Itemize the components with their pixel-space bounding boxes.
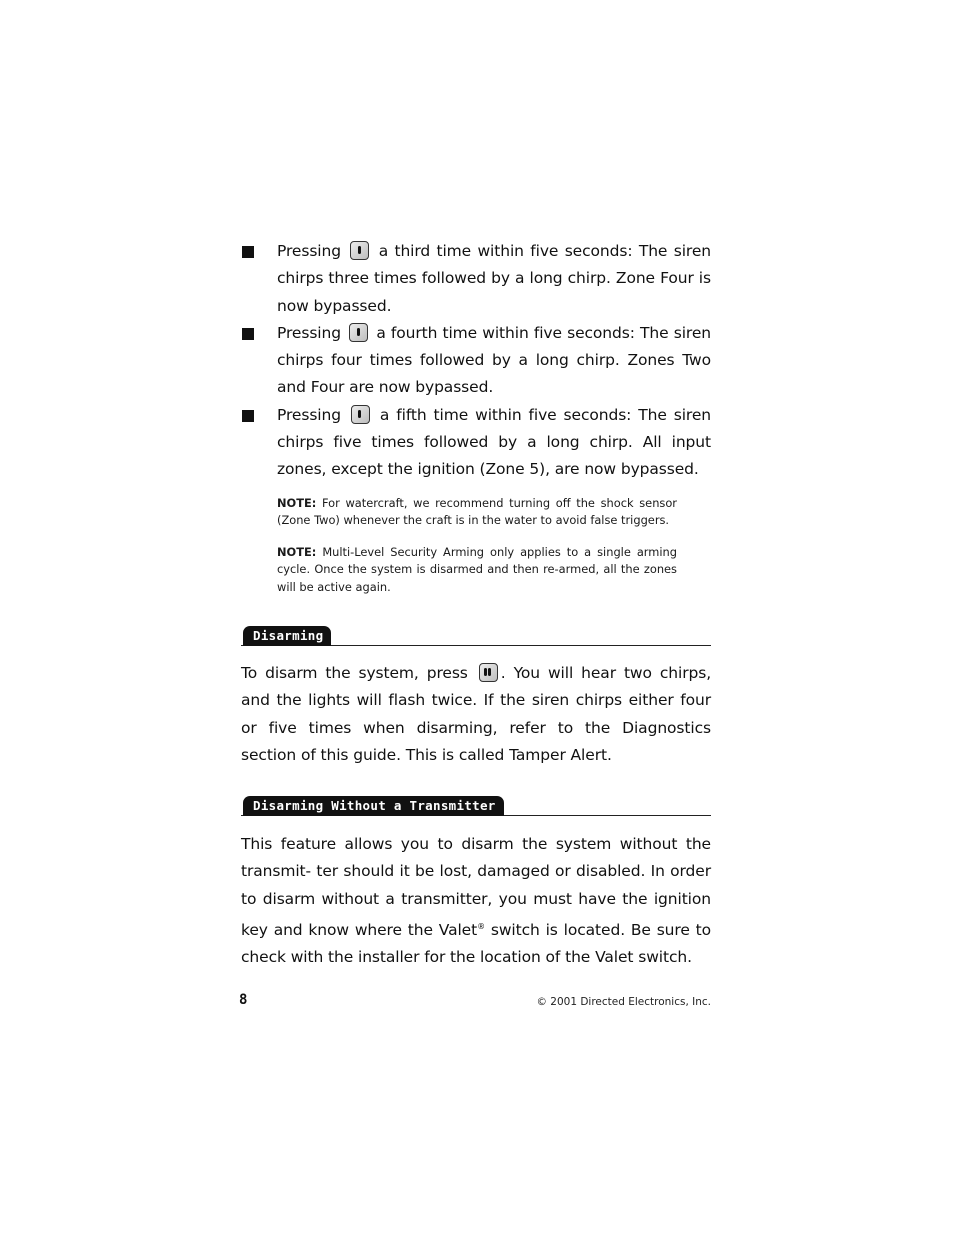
note-text: Multi-Level Security Arming only applies to a single arming cycle. Once the system is disarmed and then re-armed, all the zones will be active again. <box>277 545 677 594</box>
disarming-without-transmitter-paragraph <box>241 831 711 971</box>
button-one-icon <box>349 323 368 342</box>
bullet-pre-text: Pressing <box>277 323 341 342</box>
note-label: NOTE: <box>277 545 317 559</box>
paragraph-text: switch is located. Be sure to check with the installer for the location of the Valet switch. <box>241 920 711 967</box>
note-label: NOTE: <box>277 496 317 510</box>
bullet-post-text: a third time within five seconds: The siren chirps three times followed by a long chirp. Zone Four is now bypassed. <box>277 242 712 315</box>
section-title: Disarming <box>243 626 331 646</box>
bullet-square-icon <box>242 246 254 258</box>
disarming-paragraph <box>241 660 711 769</box>
section-title: Disarming Without a Transmitter <box>243 796 504 816</box>
bullet-post-text: a fifth time within five seconds: The siren chirps five times followed by a long chirp. All input zones, except the ignition (Zone 5), are now bypassed. <box>277 405 712 479</box>
button-one-icon <box>350 241 369 260</box>
bullet-post-text: a fourth time within five seconds: The siren chirps four times followed by a long chirp. Zones Two and Four are now bypassed. <box>277 323 712 397</box>
section-header-disarming <box>241 625 711 646</box>
list-item <box>241 320 711 402</box>
registered-mark: ® <box>477 921 485 931</box>
button-two-icon <box>479 663 498 682</box>
note-multi-level-arming <box>277 544 677 596</box>
list-item <box>241 402 711 484</box>
bullet-list <box>241 238 711 484</box>
copyright-notice: © 2001 Directed Electronics, Inc. <box>536 996 711 1008</box>
paragraph-text: This feature allows you to disarm the system without the transmit- ter should it be lost, damaged or disabled. In order to disarm without a transmitter, you must have the ignition key and know where the Valet <box>241 835 711 939</box>
paragraph-text: . You will hear two chirps, and the lights will flash twice. If the siren chirps either four or five times when disarming, refer to the Diagnostics section of this guide. This is called Tamper Alert. <box>241 664 712 764</box>
note-text: For watercraft, we recommend turning off the shock sensor (Zone Two) whenever the craft is in the water to avoid false triggers. <box>277 496 677 528</box>
list-item <box>241 238 711 320</box>
bullet-square-icon <box>242 328 254 340</box>
bullet-pre-text: Pressing <box>277 405 341 424</box>
button-one-icon <box>351 405 370 424</box>
page-number: 8 <box>239 992 248 1008</box>
section-header-disarming-without-transmitter <box>241 795 711 816</box>
bullet-square-icon <box>242 410 254 422</box>
note-watercraft <box>277 495 677 530</box>
paragraph-text: To disarm the system, press <box>241 664 468 682</box>
bullet-pre-text: Pressing <box>277 242 341 260</box>
